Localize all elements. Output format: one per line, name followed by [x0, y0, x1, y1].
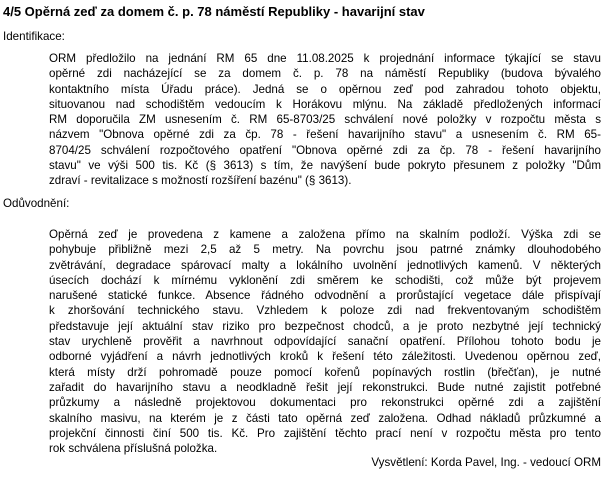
text-line: stav urychleně prověřit a navrhnout odpovídající sanační opatření. Přílohou tohoto bodu je — [49, 335, 601, 349]
section-label-oduvodneni: Odůvodnění: — [3, 197, 70, 210]
text-line: zdraví - revitalizace s možností rozšíření bazénu" (§ 3613). — [49, 174, 352, 188]
section-body-identifikace — [49, 51, 601, 189]
text-line: rok schválena příslušná položka. — [49, 442, 218, 456]
document-title: 4/5 Opěrná zeď za domem č. p. 78 náměstí Republiky - havarijní stav — [3, 4, 425, 19]
text-line: k zhoršování technického stavu. Vzhledem k poloze zdi nad frekventovaným schodištěm — [49, 304, 601, 318]
text-line: pohybuje přibližně mezi 2,5 až 5 metry. Na povrchu jsou patrné známky dlouhodobého — [49, 243, 601, 257]
text-line: 8704/25 schválení rozpočtového opatření "Obnova opěrné zdi za čp. 78 - řešení havarijního — [49, 143, 601, 157]
text-line: Opěrná zeď je provedena z kamene a založena přímo na skalním podloží. Výška zdi se — [49, 228, 601, 241]
text-line: představuje její aktuální stav riziko pro bezpečnost chodců, a je proto nezbytné její technický — [49, 319, 601, 333]
text-line: stavu" ve výši 500 tis. Kč (§ 3613) s tím, že navýšení bude pokryto přesunem z položky "Dům — [49, 159, 601, 173]
text-line: situovanou nad schodištěm vedoucím k Horákovu mlýnu. Na základě předložených informací — [49, 97, 601, 111]
text-line: skalního masivu, na kterém je z části tato opěrná zeď založena. Odhad nákladů průzkumné a — [49, 411, 601, 425]
text-line: opěrné zdi nacházející se za domem č. p. 78 na náměstí Republiky (budova bývalého — [49, 67, 601, 81]
text-line: zvětrávání, degradace spárovací malty a lokálního uvolnění jednotlivých kamenů. V některých — [49, 258, 601, 272]
text-line: zařadit do havarijního stavu a neodkladně řešit její rekonstrukci. Bude nutné zajistit potřebné — [49, 380, 601, 394]
text-line: která místy drží pohromadě pouze pomocí kořenů popínavých rostlin (břečťan), je nutné — [49, 365, 601, 379]
text-line: úsecích dochází k mírnému vyklonění zdi směrem ke schodišti, což může být projevem — [49, 273, 601, 287]
text-line: narušené statické funkce. Absence řádného odvodnění a prorůstající vegetace dále přispívají — [49, 289, 601, 303]
text-line: projekční činnosti činí 500 tis. Kč. Pro zajištění těchto prací není v rozpočtu města pro tento — [49, 426, 601, 440]
text-line: RM doporučila ZM usnesením č. RM 65-8703/25 schválení nové položky v rozpočtu města s — [49, 113, 601, 127]
text-line: kontaktního místa Úřadu práce). Jedná se o opěrnou zeď pod zahradou tohoto objektu, — [49, 82, 601, 96]
text-line: názvem "Obnova opěrné zdi za čp. 78 - řešení havarijního stavu" a usnesením č. RM 65- — [49, 128, 601, 142]
document-footer-signature: Vysvětlení: Korda Pavel, Ing. - vedoucí ORM — [371, 456, 601, 469]
text-line: odborné vyjádření a návrh jednotlivých kroků k řešení této záležitosti. Uvedenou opěrnou zeď, — [49, 350, 601, 364]
text-line: průzkumy a následně projektovou dokumentaci pro rekonstrukci opěrné zdi a zajištění — [49, 396, 601, 410]
section-label-identifikace: Identifikace: — [3, 30, 65, 43]
section-body-oduvodneni — [49, 227, 601, 456]
text-line: ORM předložilo na jednání RM 65 dne 11.08.2025 k projednání informace týkající se stavu — [49, 52, 601, 65]
